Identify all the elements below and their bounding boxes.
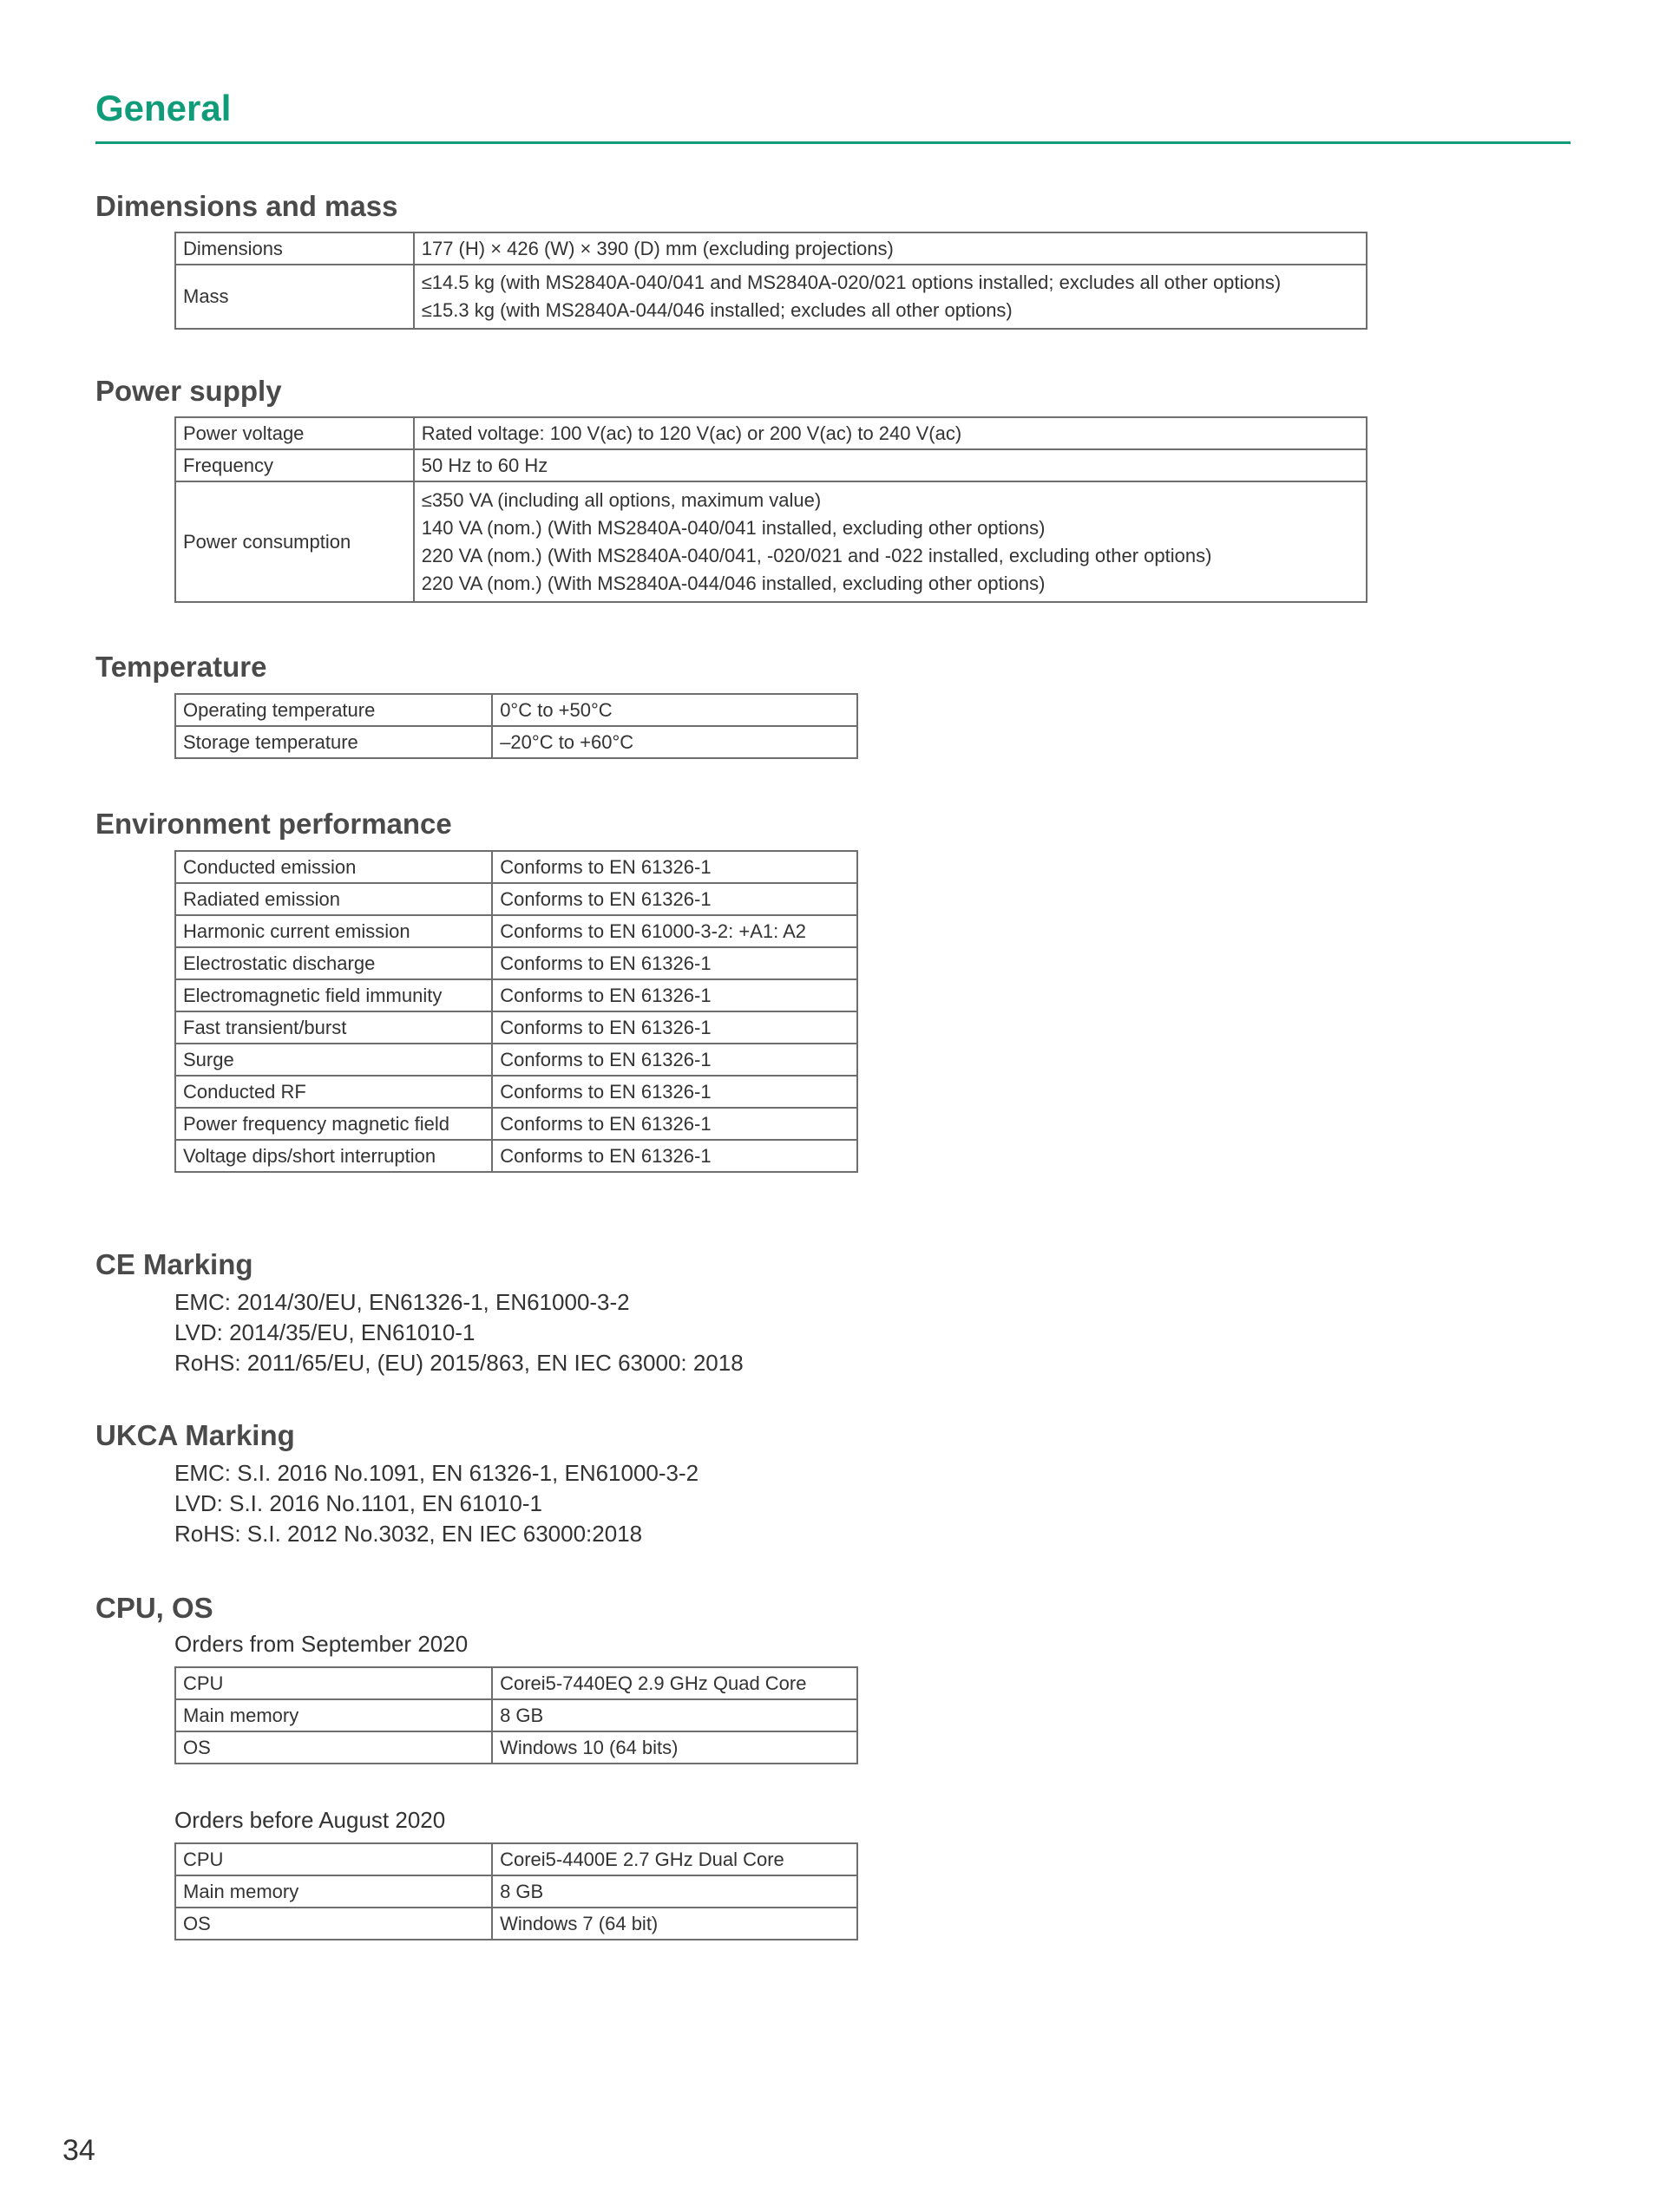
table-row	[175, 1076, 857, 1108]
table-row	[175, 1731, 857, 1764]
row-value: Windows 10 (64 bits)	[492, 1731, 857, 1764]
cpu-os-heading: CPU, OS	[95, 1592, 213, 1624]
row-label: Electromagnetic field immunity	[175, 979, 492, 1011]
ukca-marking-line: EMC: S.I. 2016 No.1091, EN 61326-1, EN61000-3-2	[174, 1460, 699, 1486]
table-row	[175, 481, 1367, 602]
table-row	[175, 883, 857, 915]
row-value: Conforms to EN 61326-1	[492, 1044, 857, 1076]
temperature-table	[174, 693, 858, 759]
table-row	[175, 915, 857, 947]
row-label: Main memory	[175, 1875, 492, 1908]
row-label: Conducted RF	[175, 1076, 492, 1108]
row-label: Power consumption	[175, 481, 414, 602]
row-label: Voltage dips/short interruption	[175, 1140, 492, 1172]
table-row	[175, 947, 857, 979]
row-value: Conforms to EN 61326-1	[492, 1108, 857, 1140]
cpu-os-table-current	[174, 1666, 858, 1764]
table-row	[175, 1011, 857, 1044]
row-value: Conforms to EN 61326-1	[492, 851, 857, 883]
cpu-os-group-subheading: Orders from September 2020	[174, 1631, 469, 1657]
ukca-marking-line: LVD: S.I. 2016 No.1101, EN 61010-1	[174, 1490, 542, 1516]
row-value: Corei5-4400E 2.7 GHz Dual Core	[492, 1843, 857, 1875]
power-heading: Power supply	[95, 375, 282, 407]
row-value: Conforms to EN 61326-1	[492, 979, 857, 1011]
ukca-marking-line: RoHS: S.I. 2012 No.3032, EN IEC 63000:2018	[174, 1521, 643, 1547]
row-value: 0°C to +50°C	[492, 694, 857, 726]
row-label: Harmonic current emission	[175, 915, 492, 947]
table-row	[175, 1843, 857, 1875]
value-line: 140 VA (nom.) (With MS2840A-040/041 installed, excluding other options)	[421, 516, 1046, 539]
row-label: Power voltage	[175, 417, 414, 449]
table-row	[175, 232, 1367, 265]
cpu-os-group-subheading: Orders before August 2020	[174, 1807, 446, 1833]
row-value: Conforms to EN 61326-1	[492, 1076, 857, 1108]
row-label: Conducted emission	[175, 851, 492, 883]
row-label: OS	[175, 1731, 492, 1764]
row-value	[414, 481, 1367, 602]
table-row	[175, 979, 857, 1011]
row-label: OS	[175, 1908, 492, 1940]
ce-marking-list	[174, 1287, 744, 1378]
dimensions-table	[174, 232, 1368, 330]
row-value: Conforms to EN 61326-1	[492, 1011, 857, 1044]
row-label: CPU	[175, 1843, 492, 1875]
row-value: Conforms to EN 61326-1	[492, 947, 857, 979]
value-line: ≤14.5 kg (with MS2840A-040/041 and MS2840A-020/021 options installed; excludes all other options)	[421, 272, 1282, 293]
table-row	[175, 1908, 857, 1940]
row-value: Rated voltage: 100 V(ac) to 120 V(ac) or 200 V(ac) to 240 V(ac)	[414, 417, 1367, 449]
row-value: Windows 7 (64 bit)	[492, 1908, 857, 1940]
ukca-marking-heading: UKCA Marking	[95, 1419, 295, 1451]
row-value: –20°C to +60°C	[492, 726, 857, 758]
table-row	[175, 726, 857, 758]
table-row	[175, 1140, 857, 1172]
ce-marking-line: LVD: 2014/35/EU, EN61010-1	[174, 1319, 476, 1345]
row-label: Surge	[175, 1044, 492, 1076]
row-value	[414, 265, 1367, 329]
row-value: 50 Hz to 60 Hz	[414, 449, 1367, 481]
row-label: Dimensions	[175, 232, 414, 265]
cpu-os-table-previous	[174, 1842, 858, 1940]
row-label: CPU	[175, 1667, 492, 1699]
table-row	[175, 449, 1367, 481]
page-number: 34	[62, 2134, 95, 2167]
row-label: Fast transient/burst	[175, 1011, 492, 1044]
table-row	[175, 851, 857, 883]
row-label: Radiated emission	[175, 883, 492, 915]
value-line: 220 VA (nom.) (With MS2840A-044/046 installed, excluding other options)	[421, 572, 1046, 594]
row-value: Conforms to EN 61000-3-2: +A1: A2	[492, 915, 857, 947]
ukca-marking-list	[174, 1458, 699, 1549]
table-row	[175, 417, 1367, 449]
page-title: General	[95, 88, 232, 128]
ce-marking-line: RoHS: 2011/65/EU, (EU) 2015/863, EN IEC 63000: 2018	[174, 1350, 744, 1376]
ce-marking-line: EMC: 2014/30/EU, EN61326-1, EN61000-3-2	[174, 1289, 630, 1315]
row-label: Mass	[175, 265, 414, 329]
row-label: Power frequency magnetic field	[175, 1108, 492, 1140]
table-row	[175, 694, 857, 726]
row-label: Electrostatic discharge	[175, 947, 492, 979]
value-line: ≤350 VA (including all options, maximum value)	[421, 488, 822, 511]
table-row	[175, 1108, 857, 1140]
row-value: Conforms to EN 61326-1	[492, 1140, 857, 1172]
temperature-heading: Temperature	[95, 651, 267, 683]
row-label: Storage temperature	[175, 726, 492, 758]
ce-marking-heading: CE Marking	[95, 1248, 253, 1280]
row-value: 177 (H) × 426 (W) × 390 (D) mm (excluding projections)	[414, 232, 1367, 265]
environment-heading: Environment performance	[95, 808, 452, 840]
value-line: ≤15.3 kg (with MS2840A-044/046 installed; excludes all other options)	[421, 299, 1013, 321]
dimensions-heading: Dimensions and mass	[95, 190, 398, 222]
row-label: Frequency	[175, 449, 414, 481]
row-value: Conforms to EN 61326-1	[492, 883, 857, 915]
value-line: 220 VA (nom.) (With MS2840A-040/041, -020/021 and -022 installed, excluding other options)	[421, 544, 1212, 566]
table-row	[175, 1667, 857, 1699]
table-row	[175, 1044, 857, 1076]
row-value: 8 GB	[492, 1875, 857, 1908]
row-value: Corei5-7440EQ 2.9 GHz Quad Core	[492, 1667, 857, 1699]
power-table	[174, 416, 1368, 603]
table-row	[175, 1699, 857, 1731]
table-row	[175, 1875, 857, 1908]
row-value: 8 GB	[492, 1699, 857, 1731]
row-label: Operating temperature	[175, 694, 492, 726]
title-rule	[95, 141, 1571, 144]
row-label: Main memory	[175, 1699, 492, 1731]
environment-table	[174, 850, 858, 1173]
table-row	[175, 265, 1367, 329]
